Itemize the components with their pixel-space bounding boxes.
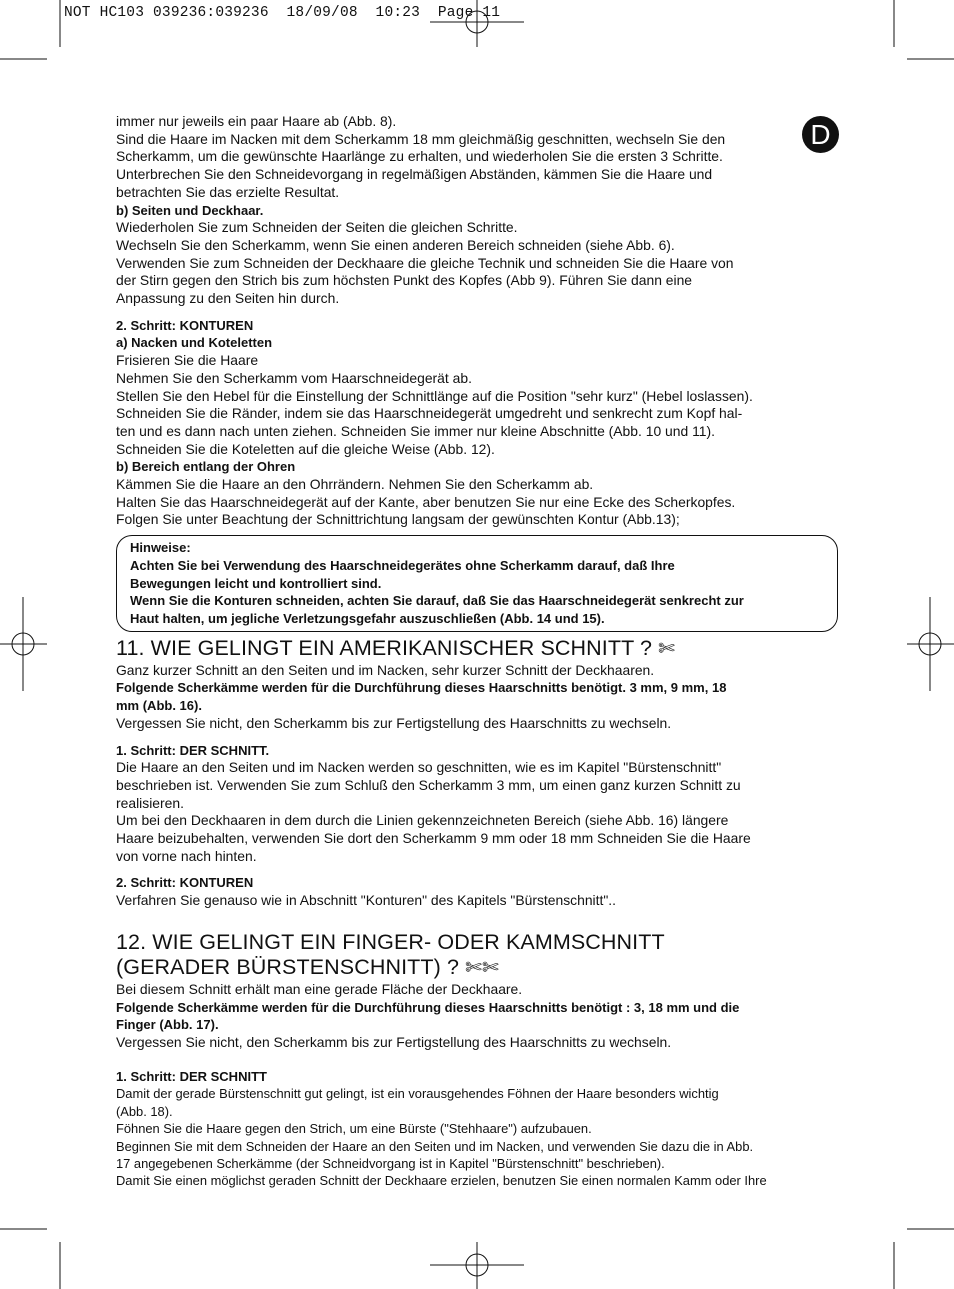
subheading: b) Bereich entlang der Ohren — [116, 459, 296, 475]
paragraph-line: Schneiden Sie die Koteletten auf die gleiche Weise (Abb. 12). — [116, 440, 495, 457]
paragraph-line: Um bei den Deckhaaren in dem durch die Linien gekennzeichneten Bereich (siehe Abb. 16) längere — [116, 812, 729, 829]
paragraph-line: Folgen Sie unter Beachtung der Schnittrichtung langsam der gewünschten Kontur (Abb.13); — [116, 511, 680, 528]
paragraph-line: der Stirn gegen den Strich bis zum höchsten Punkt des Kopfes (Abb 9). Führen Sie dann eine — [116, 272, 693, 289]
paragraph-line: Verfahren Sie genauso wie in Abschnitt "Konturen" des Kapitels "Bürstenschnitt".. — [116, 892, 617, 909]
paragraph-line: Beginnen Sie mit dem Schneiden der Haare an den Seiten und im Nacken, und verwenden Sie dazu die in Abb. — [116, 1138, 754, 1154]
paragraph-line: Damit Sie einen möglichst geraden Schnitt der Deckhaare erzielen, benutzen Sie einen normalen Kamm oder Ihre — [116, 1173, 767, 1189]
language-badge: D — [802, 116, 839, 153]
section-title-12-cont: (GERADER BÜRSTENSCHNITT) ? ✄✄ — [116, 954, 499, 979]
paragraph-line: Wechseln Sie den Scherkamm, wenn Sie einen anderen Bereich schneiden (siehe Abb. 6). — [116, 236, 675, 253]
paragraph-line: beschrieben ist. Verwenden Sie zum Schluß den Scherkamm 3 mm, um einen ganz kurzen Schnitt zu — [116, 776, 741, 793]
paragraph-line: Schneiden Sie die Ränder, indem sie das Haarschneidegerät umgedreht und senkrecht zum Kopf hal- — [116, 405, 743, 422]
paragraph-line: Kämmen Sie die Haare an den Ohrrändern. Nehmen Sie den Scherkamm ab. — [116, 476, 594, 493]
paragraph-line: von vorne nach hinten. — [116, 847, 257, 864]
paragraph-line: Scherkamm, um die gewünschte Haarlänge zu erhalten, und wiederholen Sie die ersten 3 Schritte. — [116, 148, 723, 165]
scissors-icon: ✄✄ — [465, 956, 499, 979]
paragraph-line: Anpassung zu den Seiten hin durch. — [116, 290, 340, 307]
paragraph-line: (Abb. 18). — [116, 1103, 173, 1119]
paragraph-line: Stellen Sie den Hebel für die Einstellung der Schnittlänge auf die Position "sehr kurz" (Hebel loslassen). — [116, 387, 753, 404]
paragraph-line: Frisieren Sie die Haare — [116, 352, 259, 369]
paragraph-line: ten und es dann nach unten ziehen. Schneiden Sie immer nur kleine Abschnitte (Abb. 10 und 11). — [116, 422, 715, 439]
subheading: 1. Schritt: DER SCHNITT. — [116, 742, 270, 758]
bold-line: Folgende Scherkämme werden für die Durchführung dieses Haarschnitts benötigt. 3 mm, 9 mm, 18 — [116, 680, 727, 696]
note-title: Hinweise: — [130, 540, 191, 556]
note-line: Bewegungen leicht und kontrolliert sind. — [130, 575, 382, 591]
paragraph-line: Haare beizubehalten, verwenden Sie dort den Scherkamm 9 mm oder 18 mm Schneiden Sie die Haare — [116, 830, 751, 847]
paragraph-line: realisieren. — [116, 794, 184, 811]
section-title-11: 11. WIE GELINGT EIN AMERIKANISCHER SCHNITT ? ✄ — [116, 635, 675, 660]
note-line: Wenn Sie die Konturen schneiden, achten Sie darauf, daß Sie das Haarschneidegerät senkrecht zur — [130, 593, 744, 609]
paragraph-line: Sind die Haare im Nacken mit dem Scherkamm 18 mm gleichmäßig geschnitten, wechseln Sie den — [116, 130, 726, 147]
subheading: 2. Schritt: KONTUREN — [116, 875, 254, 891]
print-slug: NOT HC103 039236:039236 18/09/08 10:23 Page 11 — [64, 5, 501, 21]
paragraph-line: Verwenden Sie zum Schneiden der Deckhaare die gleiche Technik und schneiden Sie die Haare von — [116, 254, 734, 271]
paragraph-line: Die Haare an den Seiten und im Nacken werden so geschnitten, wie es im Kapitel "Bürstenschnitt" — [116, 759, 722, 776]
note-line: Achten Sie bei Verwendung des Haarschneidegerätes ohne Scherkamm darauf, daß Ihre — [130, 557, 675, 573]
scissors-icon: ✄ — [658, 637, 675, 660]
paragraph-line: Wiederholen Sie zum Schneiden der Seiten die gleichen Schritte. — [116, 219, 518, 236]
subheading: a) Nacken und Koteletten — [116, 335, 273, 351]
paragraph-line: Bei diesem Schnitt erhält man eine gerade Fläche der Deckhaare. — [116, 980, 523, 997]
subheading: b) Seiten und Deckhaar. — [116, 202, 264, 218]
paragraph-line: Damit der gerade Bürstenschnitt gut gelingt, ist ein vorausgehendes Föhnen der Haare besonders wichtig — [116, 1086, 719, 1102]
note-line: Haut halten, um jegliche Verletzungsgefahr auszuschließen (Abb. 14 und 15). — [130, 610, 605, 626]
note-box — [116, 535, 838, 632]
paragraph-line: 17 angegebenen Scherkämme (der Schneidvorgang ist in Kapitel "Bürstenschnitt" beschrieben). — [116, 1155, 665, 1171]
paragraph-line: Nehmen Sie den Scherkamm vom Haarschneidegerät ab. — [116, 369, 472, 386]
subheading: 1. Schritt: DER SCHNITT — [116, 1068, 267, 1084]
paragraph-line: Ganz kurzer Schnitt an den Seiten und im Nacken, sehr kurzer Schnitt der Deckhaaren. — [116, 661, 655, 678]
paragraph-line: Föhnen Sie die Haare gegen den Strich, um eine Bürste ("Stehhaare") aufzubauen. — [116, 1121, 592, 1137]
section-title-12: 12. WIE GELINGT EIN FINGER- ODER KAMMSCHNITT — [116, 929, 665, 954]
bold-line: Folgende Scherkämme werden für die Durchführung dieses Haarschnitts benötigt : 3, 18 mm und die — [116, 999, 740, 1015]
paragraph-line: Unterbrechen Sie den Schneidevorgang in regelmäßigen Abständen, kämmen Sie die Haare und — [116, 166, 713, 183]
page-content — [116, 113, 838, 1190]
paragraph-line: betrachten Sie das erzielte Resultat. — [116, 183, 340, 200]
paragraph-line: Vergessen Sie nicht, den Scherkamm bis zur Fertigstellung des Haarschnitts zu wechseln. — [116, 1033, 672, 1050]
paragraph-line: immer nur jeweils ein paar Haare ab (Abb. 8). — [116, 113, 397, 129]
subheading: 2. Schritt: KONTUREN — [116, 317, 254, 333]
bold-line: Finger (Abb. 17). — [116, 1017, 219, 1033]
paragraph-line: Halten Sie das Haarschneidegerät auf der Kante, aber benutzen Sie nur eine Ecke des Scherkopfes. — [116, 493, 736, 510]
paragraph-line: Vergessen Sie nicht, den Scherkamm bis zur Fertigstellung des Haarschnitts zu wechseln. — [116, 714, 672, 731]
bold-line: mm (Abb. 16). — [116, 698, 202, 714]
